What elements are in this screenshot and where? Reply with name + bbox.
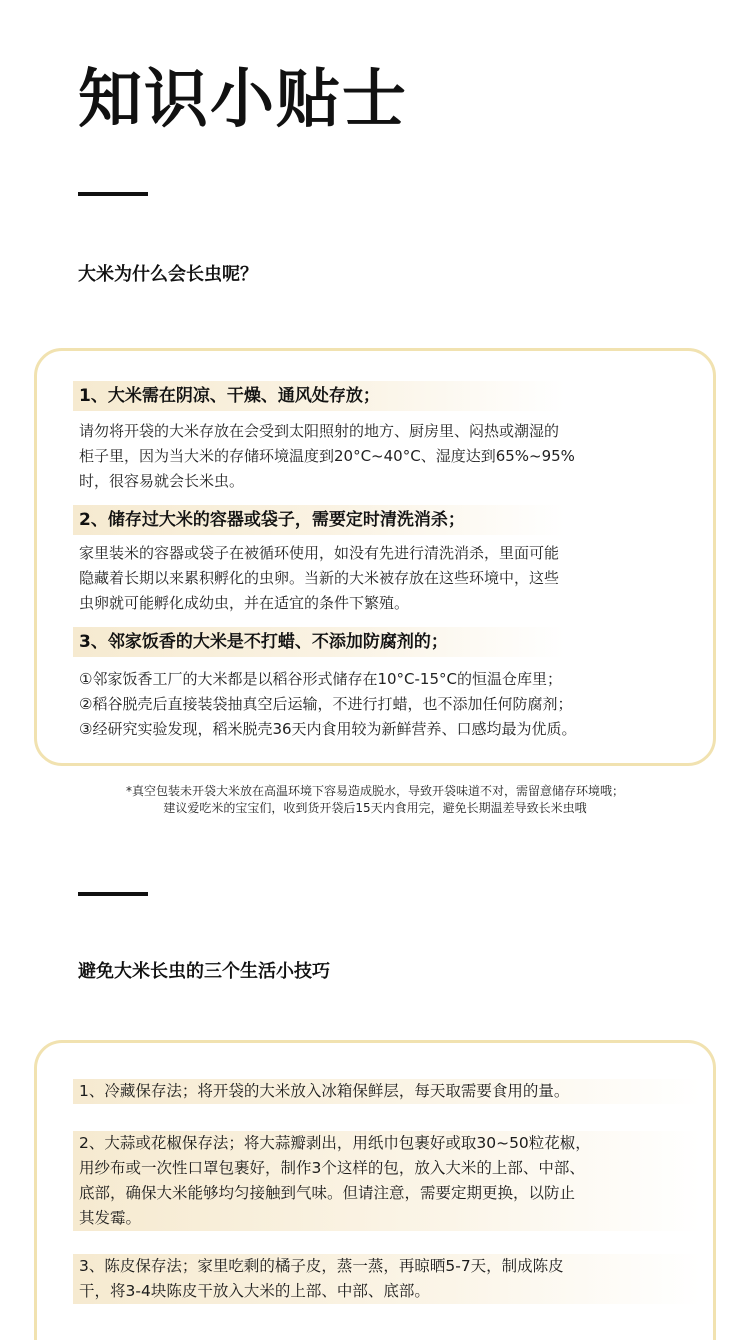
tip-3: 3、陈皮保存法；家里吃剩的橘子皮，蒸一蒸，再晾晒5-7天，制成陈皮 干，将3-4块陈皮干放入大米的上部、中部、底部。 xyxy=(73,1254,701,1304)
tip-2: 2、大蒜或花椒保存法；将大蒜瓣剥出，用纸巾包裹好或取30~50粒花椒， 用纱布或一次性口罩包裹好，制作3个这样的包，放入大米的上部、中部、 底部，确保大米能够均匀接触到气味。但请注意，需要定期更换，以防止 其发霉。 xyxy=(73,1131,701,1231)
tips-card xyxy=(34,1040,716,1340)
point-2-body: 家里装米的容器或袋子在被循环使用，如没有先进行清洗消杀，里面可能 隐藏着长期以来累积孵化的虫卵。当新的大米被存放在这些环境中，这些 虫卵就可能孵化成幼虫，并在适宜的条件下繁殖。 xyxy=(79,544,560,612)
title-divider xyxy=(78,192,148,196)
section1-question: 大米为什么会长虫呢？ xyxy=(78,264,258,285)
point-3-body: ①邻家饭香工厂的大米都是以稻谷形式储存在10°C-15°C的恒温仓库里； ②稻谷脱壳后直接装袋抽真空后运输，不进行打蜡，也不添加任何防腐剂； ③经研究实验发现，稻米脱壳36天内食用较为新鲜营养、口感均最为优质。 xyxy=(79,670,577,738)
reasons-card xyxy=(34,348,716,766)
storage-note: *真空包装未开袋大米放在高温环境下容易造成脱水，导致开袋味道不对，需留意储存环境哦； 建议爱吃米的宝宝们，收到货开袋后15天内食用完，避免长期温差导致长米虫哦 xyxy=(125,784,624,815)
section2-question: 避免大米长虫的三个生活小技巧 xyxy=(78,961,330,982)
section2-divider xyxy=(78,892,148,896)
point-3-heading: 3、邻家饭香的大米是不打蜡、不添加防腐剂的； xyxy=(73,627,565,657)
point-2-heading: 2、储存过大米的容器或袋子，需要定时清洗消杀； xyxy=(73,505,565,535)
point-1-body: 请勿将开袋的大米存放在会受到太阳照射的地方、厨房里、闷热或潮湿的 柜子里，因为当大米的存储环境温度到20°C~40°C、湿度达到65%~95% 时，很容易就会长米虫。 xyxy=(79,422,575,490)
page-title: 知识小贴士 xyxy=(78,63,408,137)
tip-1: 1、冷藏保存法；将开袋的大米放入冰箱保鲜层，每天取需要食用的量。 xyxy=(73,1079,701,1104)
point-1-heading: 1、大米需在阴凉、干燥、通风处存放； xyxy=(73,381,565,411)
